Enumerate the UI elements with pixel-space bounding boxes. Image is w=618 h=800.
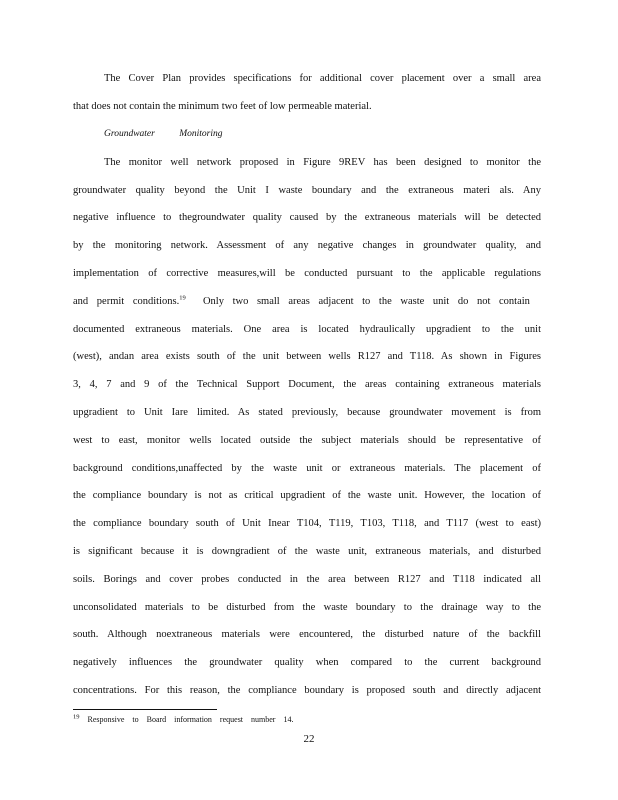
body-line-19: negatively influences the groundwater quality when compared to the current background	[73, 657, 541, 668]
intro-line-2: that does not contain the minimum two feet of low permeable material.	[73, 101, 372, 112]
body-line-6	[73, 295, 541, 309]
body-line-2: groundwater quality beyond the Unit I waste boundary and the extraneous materi als. Any	[73, 185, 541, 196]
body-line-6-end: Only two small areas adjacent to the waste unit do not contain	[202, 296, 530, 307]
body-line-18: south. Although noextraneous materials were encountered, the disturbed nature of the backfill	[73, 629, 541, 640]
body-line-15: is significant because it is downgradient of the waste unit, extraneous materials, and disturbed	[73, 546, 541, 557]
footnote-marker: 19	[73, 713, 80, 721]
body-line-12: background conditions,unaffected by the waste unit or extraneous materials. The placement of	[73, 463, 541, 474]
intro-line-1: The Cover Plan provides specifications for additional cover placement over a small area	[104, 73, 541, 84]
footnote	[73, 714, 293, 725]
footnote-text: Responsive to Board information request number 14.	[87, 715, 294, 724]
body-line-9: 3, 4, 7 and 9 of the Technical Support Document, the areas containing extraneous materials	[73, 379, 541, 390]
body-line-7: documented extraneous materials. One area is located hydraulically upgradient to the unit	[73, 324, 541, 335]
body-line-4: by the monitoring network. Assessment of any negative changes in groundwater quality, and	[73, 240, 541, 251]
body-line-10: upgradient to Unit Iare limited. As stated previously, because groundwater movement is from	[73, 407, 541, 418]
body-line-8: (west), andan area exists south of the unit between wells R127 and T118. As shown in Figures	[73, 351, 541, 362]
footnote-reference: 19	[179, 294, 186, 302]
body-line-14: the compliance boundary south of Unit Inear T104, T119, T103, T118, and T117 (west to east)	[73, 518, 541, 529]
body-line-1: The monitor well network proposed in Figure 9REV has been designed to monitor the	[104, 157, 541, 168]
body-line-13: the compliance boundary is not as critical upgradient of the waste unit. However, the location of	[73, 490, 541, 501]
body-line-5: implementation of corrective measures,will be conducted pursuant to the applicable regulations	[73, 268, 541, 279]
body-line-17: unconsolidated materials to be disturbed from the waste boundary to the drainage way to the	[73, 602, 541, 613]
body-line-11: west to east, monitor wells located outside the subject materials should be representative of	[73, 435, 541, 446]
body-line-16: soils. Borings and cover probes conducted in the area between R127 and T118 indicated all	[73, 574, 541, 585]
body-line-20: concentrations. For this reason, the compliance boundary is proposed south and directly adjacent	[73, 685, 541, 696]
footnote-divider	[73, 709, 217, 710]
body-line-3: negative influence to thegroundwater quality caused by the extraneous materials will be detected	[73, 212, 541, 223]
section-heading: Groundwater Monitoring	[104, 129, 223, 139]
body-line-6-start: and permit conditions.	[73, 296, 180, 307]
page-number: 22	[303, 733, 315, 745]
